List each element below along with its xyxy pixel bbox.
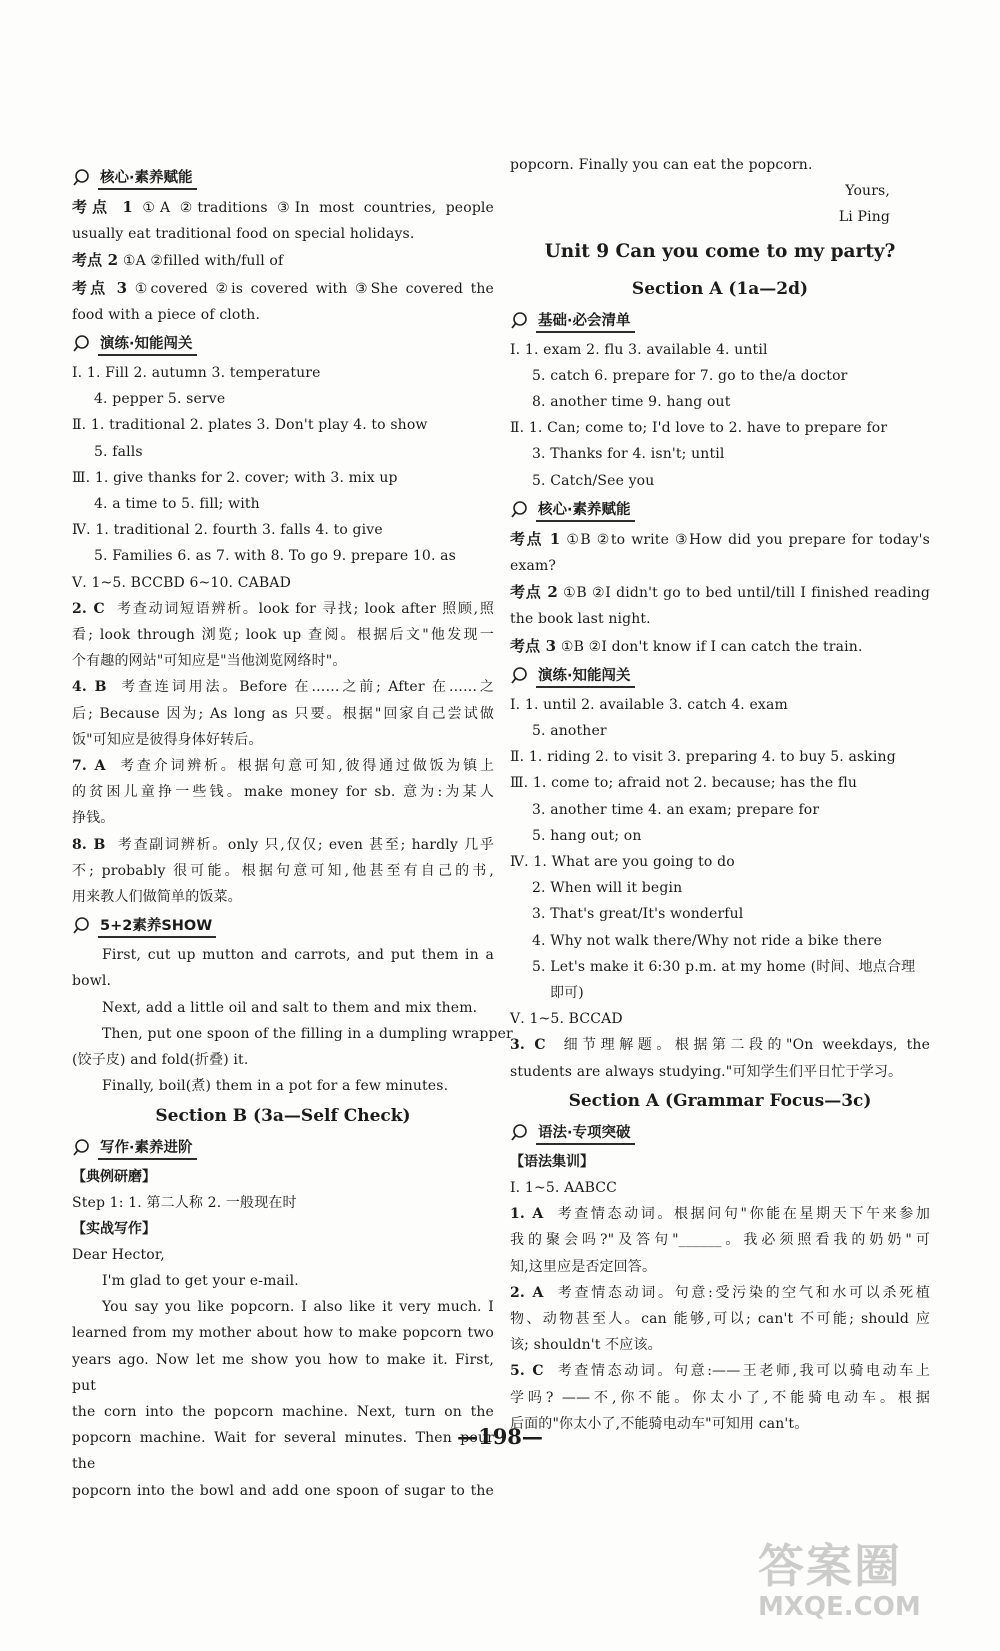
explanation-line xyxy=(510,1358,930,1384)
question-label: 3. C xyxy=(510,1037,546,1054)
explanation-line: 用来教人们做简单的饭菜。 xyxy=(72,889,242,906)
exercise-line: 5. Families 6. as 7. with 8. To go 9. prepare 10. as xyxy=(94,548,457,565)
section-header-grammar xyxy=(510,1117,930,1149)
exercise-line: Ⅱ. 1. traditional 2. plates 3. Don't play 4. to show xyxy=(72,417,428,434)
subheading: 【实战写作】 xyxy=(72,1220,156,1237)
kaodian-label: 考点 1 xyxy=(72,198,133,216)
exercise-line: 3. Thanks for 4. isn't; until xyxy=(532,446,725,463)
kaodian-label: 考点 3 xyxy=(72,278,128,297)
section-header-show xyxy=(72,910,494,942)
exercise-line: 5. catch 6. prepare for 7. go to the/a doctor xyxy=(532,367,848,384)
watermark-url: MXQE.COM xyxy=(758,1592,921,1622)
letter-line: popcorn. Finally you can eat the popcorn. xyxy=(510,157,813,173)
section-header-practice xyxy=(510,660,930,692)
answer-text: ①B ②to write ③How did you prepare for today's xyxy=(566,531,930,548)
explanation-line: 我的聚会吗?"及答句"______。我必须照看我的奶奶"可 xyxy=(510,1232,930,1249)
magnifier-icon xyxy=(510,665,532,687)
exercise-line: Ⅰ. 1. exam 2. flu 3. available 4. until xyxy=(510,341,768,358)
right-column xyxy=(510,157,931,1437)
question-label: 1. A xyxy=(510,1206,544,1223)
magnifier-icon xyxy=(510,499,532,521)
exercise-line: 5. hang out; on xyxy=(532,827,642,844)
explanation-text: 考查情态动词。句意:——王老师,我可以骑电动车上 xyxy=(557,1363,931,1380)
exercise-line: Ⅰ. 1. until 2. available 3. catch 4. exam xyxy=(510,696,788,713)
watermark xyxy=(758,1530,958,1640)
explanation-line: 不; probably 很可能。根据句意可知,他甚至有自己的书, xyxy=(72,862,494,879)
section-header-core xyxy=(72,162,494,194)
explanation-line: 个有趣的网站"可知应是"当他浏览网络时"。 xyxy=(72,653,347,670)
explanation-line: 学吗? ——不,你不能。你太小了,不能骑电动车。根据 xyxy=(510,1389,930,1406)
explanation-text: 考查动词短语辨析。look for 寻找; look after 照顾,照 xyxy=(117,600,495,617)
magnifier-icon xyxy=(72,1137,94,1159)
section-header-core xyxy=(510,494,930,526)
explanation-line xyxy=(510,1201,930,1227)
letter-line: the corn into the popcorn machine. Next, turn on the xyxy=(72,1403,494,1420)
answer-text: ①A ②filled with/full of xyxy=(122,253,284,270)
explanation-line: 后面的"你太小了,不能骑电动车"可知用 can't。 xyxy=(510,1415,809,1432)
unit-title: Unit 9 Can you come to my party? xyxy=(544,240,896,262)
exercise-line: 即可) xyxy=(550,985,584,1002)
letter-line: popcorn into the bowl and add one spoon of sugar to the xyxy=(72,1482,494,1499)
explanation-line: 后; Because 因为; As long as 只要。根据"回家自己尝试做 xyxy=(72,705,494,722)
exercise-line: 8. another time 9. hang out xyxy=(532,394,731,411)
section-header-label: 核心·素养赋能 xyxy=(98,166,197,190)
exercise-line: Ⅳ. 1. What are you going to do xyxy=(510,854,735,871)
watermark-text: 答案圈 xyxy=(758,1539,902,1593)
magnifier-icon xyxy=(72,915,94,937)
section-a-title: Section A (1a—2d) xyxy=(631,278,809,299)
answer-line: the book last night. xyxy=(510,611,651,628)
exercise-line: 3. another time 4. an exam; prepare for xyxy=(532,801,820,818)
paragraph-line: Next, add a little oil and salt to them and mix them. xyxy=(102,999,478,1016)
section-header-label: 写作·素养进阶 xyxy=(98,1136,197,1160)
exercise-line: Ⅴ. 1~5. BCCAD xyxy=(510,1011,623,1028)
section-header-label: 语法·专项突破 xyxy=(536,1121,635,1145)
question-label: 5. C xyxy=(510,1363,544,1380)
exercise-line: Ⅲ. 1. come to; afraid not 2. because; has the flu xyxy=(510,775,857,792)
exercise-line: Ⅰ. 1~5. AABCC xyxy=(510,1179,618,1196)
explanation-line: 知,这里应是否定回答。 xyxy=(510,1258,657,1275)
kaodian-2-line xyxy=(72,247,494,274)
exercise-line: Ⅱ. 1. Can; come to; I'd love to 2. have to prepare for xyxy=(510,420,888,437)
explanation-line: students are always studying."可知学生们平日忙于学习。 xyxy=(510,1063,903,1080)
section-header-label: 基础·必会清单 xyxy=(536,309,635,333)
explanation-text: 考查情态动词。根据问句"你能在星期天下午来参加 xyxy=(557,1206,931,1223)
letter-line: You say you like popcorn. I also like it very much. I xyxy=(102,1299,494,1316)
section-header-label: 5+2素养SHOW xyxy=(98,914,216,938)
exercise-line: Ⅴ. 1~5. BCCBD 6~10. CABAD xyxy=(72,574,291,591)
section-a-grammar-title: Section A (Grammar Focus—3c) xyxy=(568,1090,872,1111)
letter-line: I'm glad to get your e-mail. xyxy=(102,1272,299,1289)
magnifier-icon xyxy=(72,167,94,189)
magnifier-icon xyxy=(510,310,532,332)
kaodian-label: 考点 2 xyxy=(510,583,558,602)
exercise-line: 4. a time to 5. fill; with xyxy=(94,496,260,513)
exercise-line: 5. Let's make it 6:30 p.m. at my home (时间、地点合理 xyxy=(532,958,916,975)
answer-text: ①B ②I don't know if I can catch the train. xyxy=(560,638,863,655)
exercise-line: 3. That's great/It's wonderful xyxy=(532,906,744,923)
exercise-line: 4. Why not walk there/Why not ride a bike there xyxy=(532,932,883,949)
kaodian-1-line xyxy=(72,194,494,221)
explanation-line xyxy=(72,596,494,622)
exercise-line: 5. another xyxy=(532,723,607,740)
question-label: 4. B xyxy=(72,679,107,696)
answer-line: usually eat traditional food on special holidays. xyxy=(72,226,415,243)
answer-text: ①covered ②is covered with ③She covered the xyxy=(134,280,494,297)
explanation-text: 细节理解题。根据第二段的"On weekdays, the xyxy=(563,1037,931,1054)
exercise-line: Ⅱ. 1. riding 2. to visit 3. preparing 4. to buy 5. asking xyxy=(510,749,896,766)
kaodian-1-line xyxy=(510,526,930,553)
step-line: Step 1: 1. 第二人称 2. 一般现在时 xyxy=(72,1194,297,1211)
explanation-line xyxy=(72,674,494,700)
letter-line: popcorn machine. Wait for several minutes. Then pour the xyxy=(72,1430,494,1473)
section-header-writing xyxy=(72,1132,494,1164)
exercise-line: Ⅳ. 1. traditional 2. fourth 3. falls 4. to give xyxy=(72,522,383,539)
letter-closing: Yours, xyxy=(845,183,890,200)
exercise-line: Ⅰ. 1. Fill 2. autumn 3. temperature xyxy=(72,365,321,382)
kaodian-label: 考点 3 xyxy=(510,636,557,655)
question-label: 2. A xyxy=(510,1284,544,1301)
exercise-line: 2. When will it begin xyxy=(532,880,683,897)
exercise-line: 5. falls xyxy=(94,443,143,460)
explanation-line xyxy=(510,1032,930,1058)
question-label: 2. C xyxy=(72,600,105,617)
question-label: 8. B xyxy=(72,836,106,853)
exercise-line: 5. Catch/See you xyxy=(532,472,655,489)
explanation-line xyxy=(72,832,494,858)
section-header-label: 演练·知能闯关 xyxy=(536,664,635,688)
magnifier-icon xyxy=(510,1122,532,1144)
paragraph-line: (饺子皮) and fold(折叠) it. xyxy=(72,1052,249,1069)
explanation-text: 考查连词用法。Before 在……之前; After 在……之 xyxy=(121,679,494,696)
explanation-text: 考查介词辨析。根据句意可知,彼得通过做饭为镇上 xyxy=(120,758,495,775)
kaodian-label: 考点 1 xyxy=(510,529,561,548)
paragraph-line: bowl. xyxy=(72,973,112,990)
section-header-basics xyxy=(510,305,930,337)
letter-signature: Li Ping xyxy=(838,209,890,226)
exercise-line: Ⅲ. 1. give thanks for 2. cover; with 3. mix up xyxy=(72,469,398,486)
exercise-line: 4. pepper 5. serve xyxy=(94,391,226,408)
paragraph-line: Then, put one spoon of the filling in a dumpling wrapper xyxy=(102,1025,513,1042)
explanation-line xyxy=(510,1280,930,1306)
letter-line: years ago. Now let me show you how to make it. First, put xyxy=(72,1351,494,1394)
section-header-label: 核心·素养赋能 xyxy=(536,498,635,522)
page-number: —198— xyxy=(457,1424,543,1449)
section-b-title: Section B (3a—Self Check) xyxy=(155,1105,411,1126)
answer-text: ①A ②traditions ③In most countries, people xyxy=(142,200,494,216)
subheading: 【典例研磨】 xyxy=(72,1168,156,1185)
question-label: 7. A xyxy=(72,758,106,775)
section-header-label: 演练·知能闯关 xyxy=(98,332,197,356)
explanation-text: 考查副词辨析。only 只,仅仅; even 甚至; hardly 几乎 xyxy=(117,836,494,853)
explanation-line: 的贫困儿童挣一些钱。make money for sb. 意为:为某人 xyxy=(72,784,494,801)
paragraph-line: First, cut up mutton and carrots, and put them in a xyxy=(102,947,494,964)
explanation-line: 挣钱。 xyxy=(72,810,115,827)
kaodian-2-line xyxy=(510,579,930,606)
paragraph-line: Finally, boil(煮) them in a pot for a few minutes. xyxy=(102,1078,449,1095)
explanation-line: 该; shouldn't 不应该。 xyxy=(510,1337,662,1354)
explanation-text: 考查情态动词。句意:受污染的空气和水可以杀死植 xyxy=(557,1284,930,1301)
kaodian-3-line xyxy=(510,633,930,660)
answer-text: ①B ②I didn't go to bed until/till I finished reading xyxy=(563,585,930,602)
magnifier-icon xyxy=(72,333,94,355)
answer-line: exam? xyxy=(510,558,557,575)
letter-line: Dear Hector, xyxy=(72,1246,165,1263)
explanation-line: 看; look through 浏览; look up 查阅。根据后文"他发现一 xyxy=(72,627,494,644)
kaodian-3-line xyxy=(72,275,494,302)
explanation-line xyxy=(72,753,494,779)
section-header-practice xyxy=(72,328,494,360)
explanation-line: 饭"可知应是彼得身体好转后。 xyxy=(72,731,263,748)
kaodian-label: 考点 2 xyxy=(72,251,119,270)
answer-line: food with a piece of cloth. xyxy=(72,306,261,323)
explanation-line: 物、动物甚至人。can 能够,可以; can't 不可能; should 应 xyxy=(510,1310,930,1327)
letter-line: learned from my mother about how to make popcorn two xyxy=(72,1325,494,1342)
subheading: 【语法集训】 xyxy=(510,1153,594,1170)
